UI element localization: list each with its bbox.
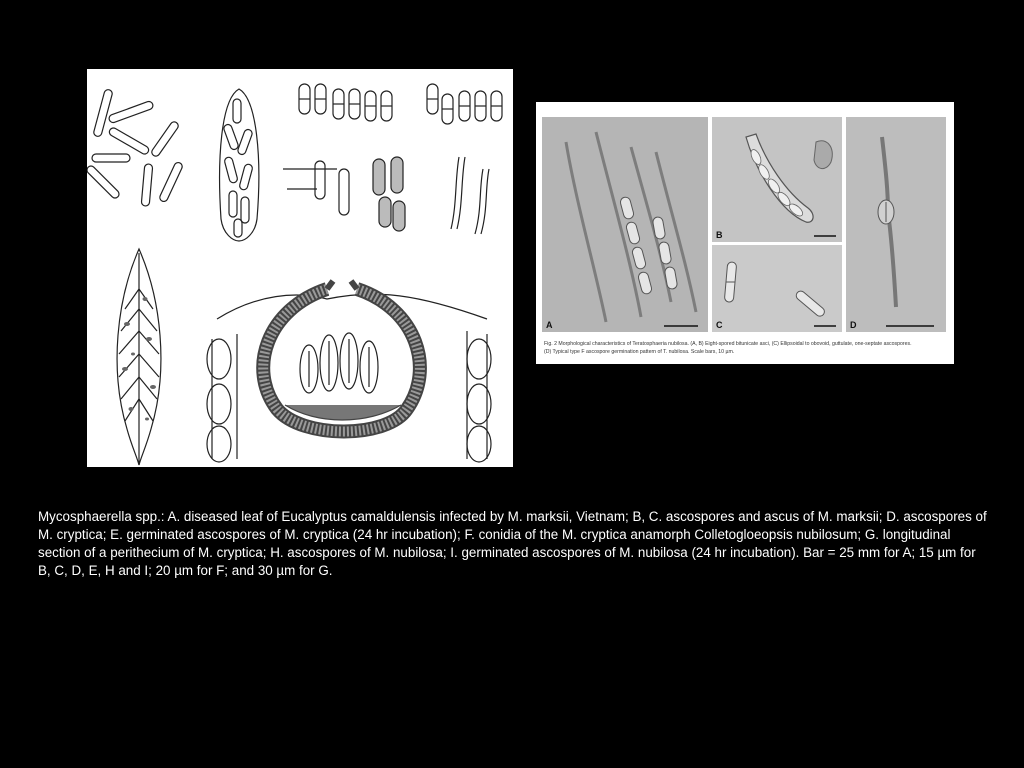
scattered-ascospores	[87, 89, 184, 206]
line-drawing-plate	[87, 69, 513, 467]
photo-panel-b	[712, 117, 842, 242]
photo-panel-c	[712, 245, 842, 332]
micrograph-caption-line1: Fig. 2 Morphological characteristics of Teratosphaeria nubilosa. (A, B) Eight-spored bitunicate asci, (C) Ellipsoidal to obovoid, guttulate, one-septate ascospores.	[544, 341, 912, 347]
micrograph-svg	[536, 102, 954, 364]
ascus-drawing	[220, 89, 259, 241]
micrograph-figure	[536, 102, 954, 364]
micrograph-caption-line2: (D) Typical type F ascospore germination pattern of T. nubilosa. Scale bars, 10 µm.	[544, 349, 735, 355]
panel-d-label: D	[850, 320, 857, 330]
line-drawing-svg	[87, 69, 513, 467]
perithecium-section-g	[207, 281, 491, 462]
germinated-ascospores-i	[451, 157, 489, 234]
photo-panel-a	[542, 117, 708, 332]
conidia-f	[373, 157, 405, 231]
diseased-leaf-a	[117, 249, 161, 465]
slide-caption: Mycosphaerella spp.: A. diseased leaf of Eucalyptus camaldulensis infected by M. marksii, Vietnam; B, C. ascospores and ascus of M. marksii; D. ascospores of M. cryptica; E. germinated ascospores of M. cryptica (24 hr incubation); F. conidia of the M. cryptica anamorph Colletogloeopsis nubilosum; G. longitudinal section of a perithecium of M. cryptica; H. ascospores of M. nubilosa; I. germinated ascospores of M. nubilosa (24 hr incubation). Bar = 25 mm for A; 15 µm for B, C, D, E, H and I; 20 µm for F; and 30 µm for G.	[38, 509, 987, 578]
ascospores-d	[299, 84, 392, 121]
panel-b-label: B	[716, 230, 723, 240]
ascospores-h	[427, 84, 502, 124]
photo-panel-d	[846, 117, 946, 332]
germinated-ascospores-e	[283, 161, 349, 215]
panel-a-label: A	[546, 320, 553, 330]
panel-c-label: C	[716, 320, 723, 330]
